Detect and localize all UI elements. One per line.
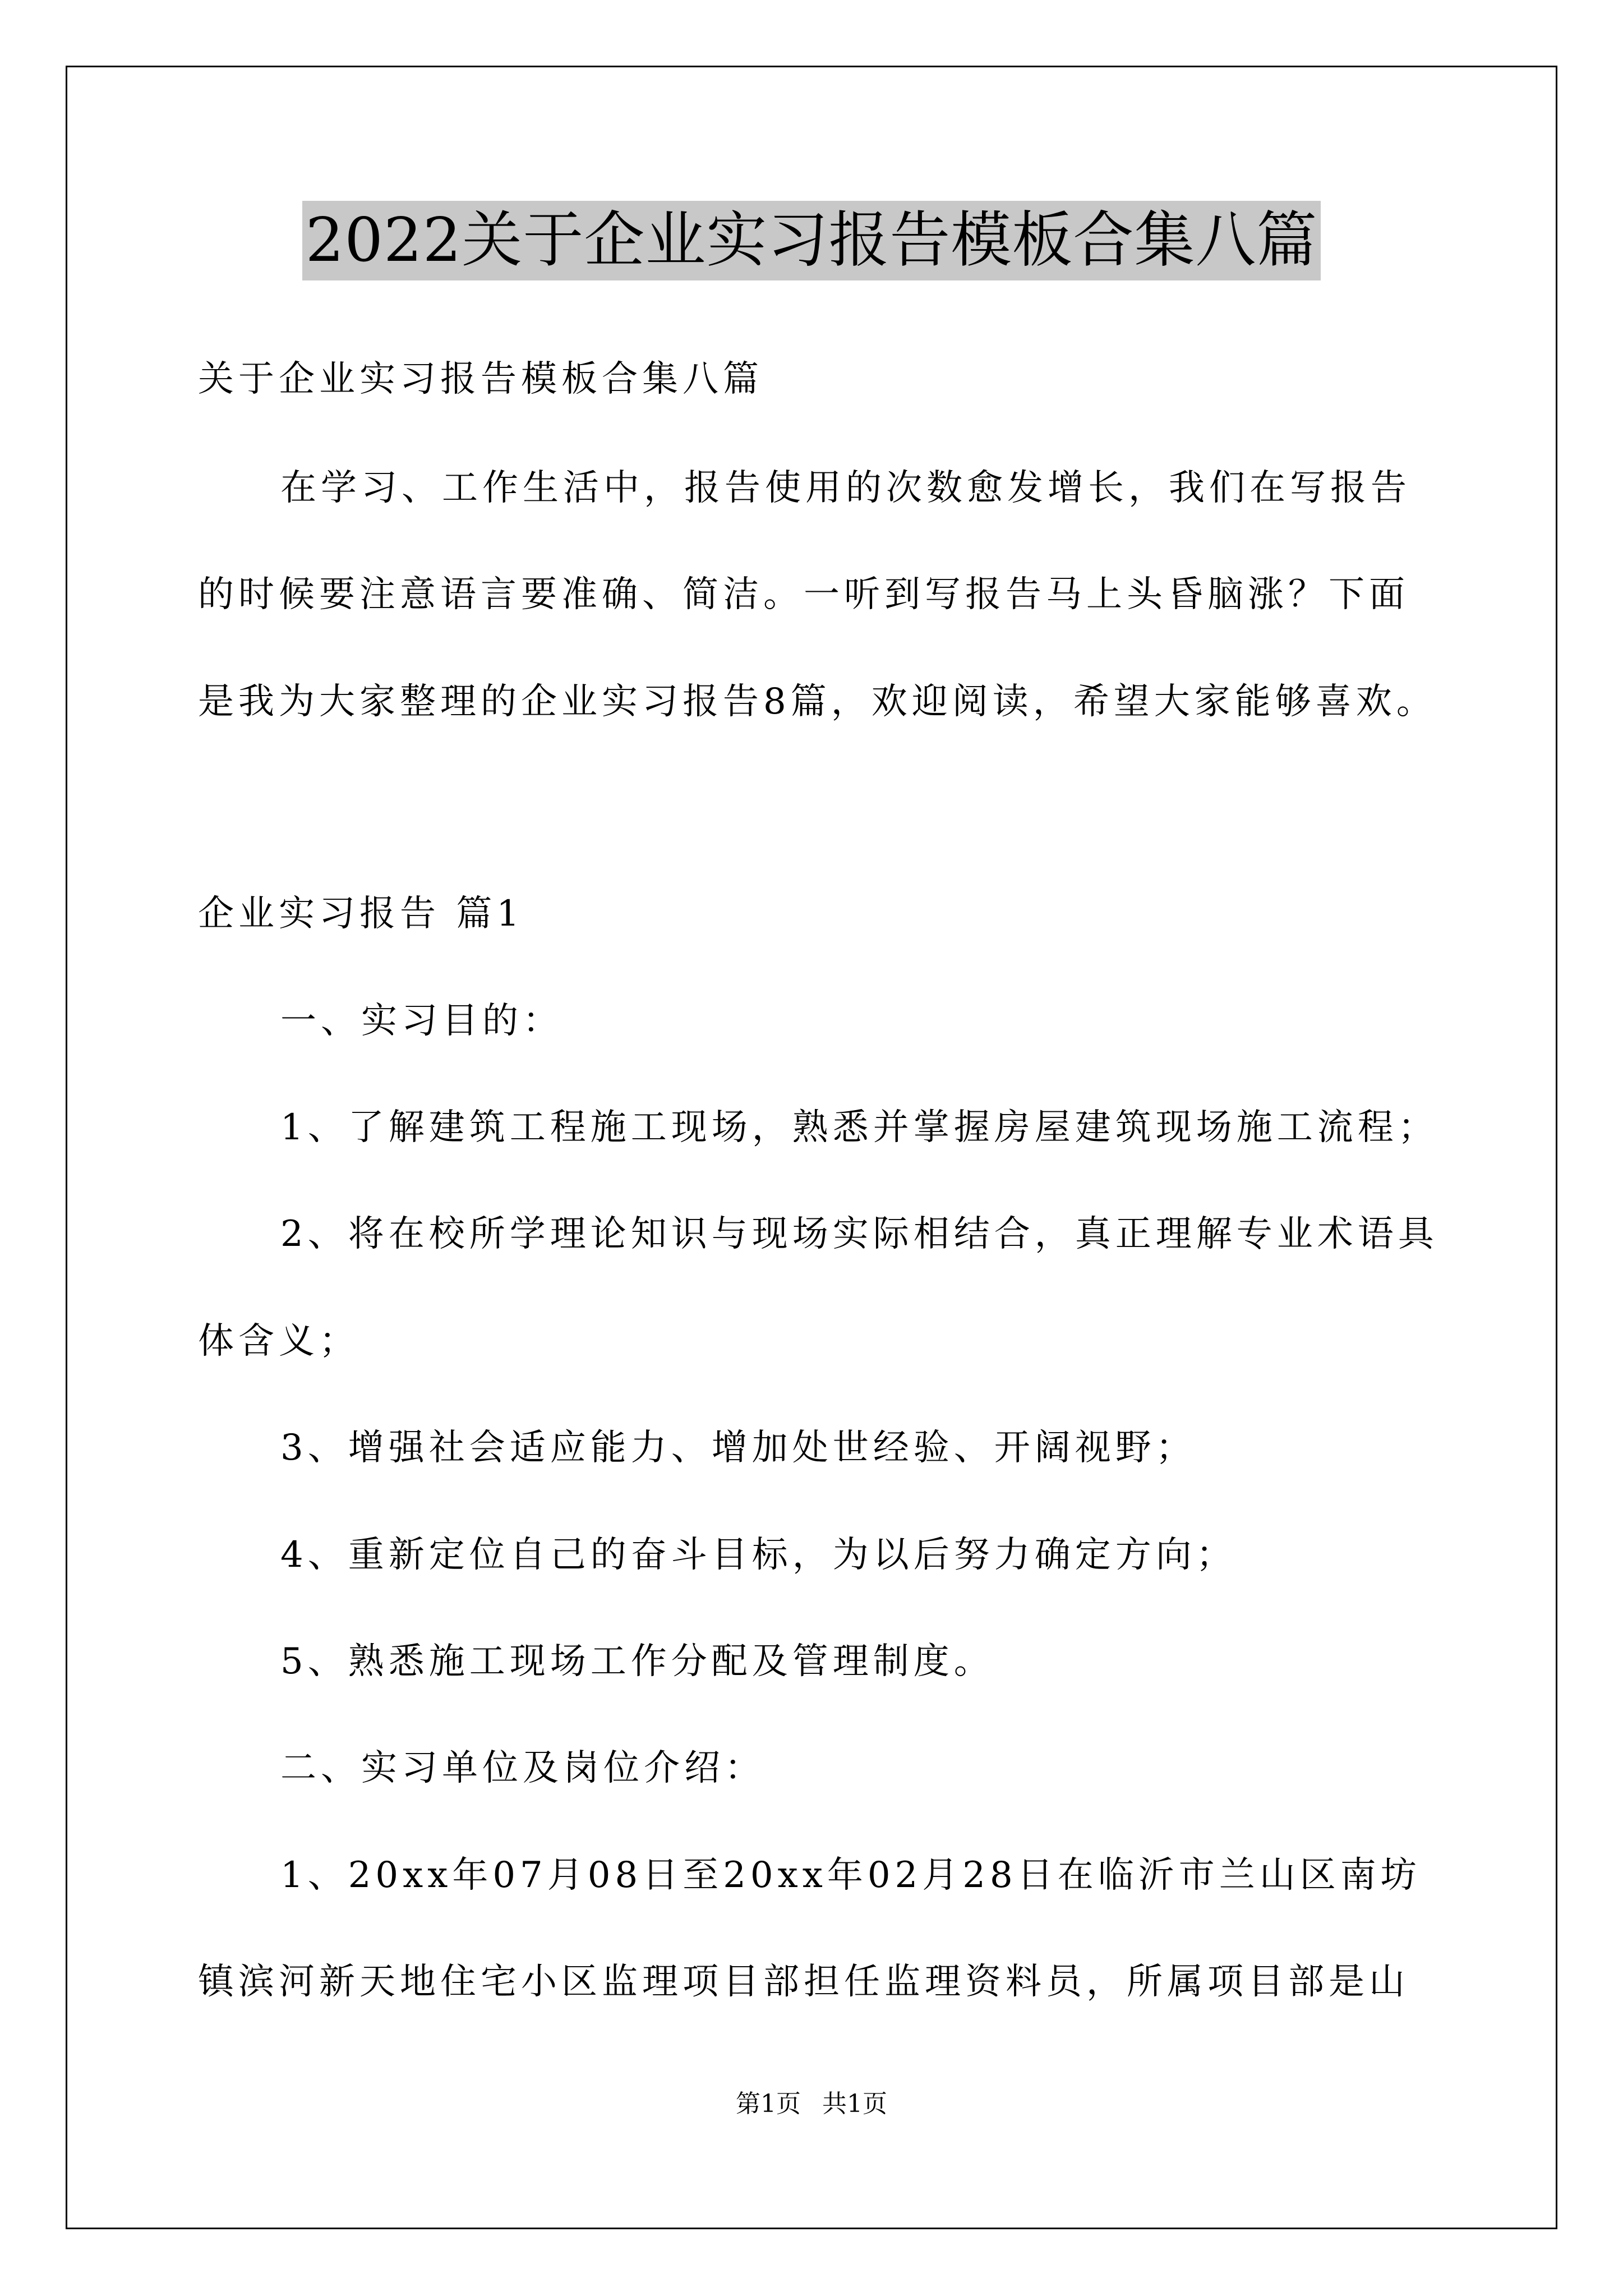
paragraph-line: 4、重新定位自己的奋斗目标，为以后努力确定方向； (280, 1534, 1237, 1576)
paragraph-line: 是我为大家整理的企业实习报告8篇，欢迎阅读，希望大家能够喜欢。 (198, 681, 1437, 723)
paragraph-line: 3、增强社会适应能力、增加处世经验、开阔视野； (280, 1427, 1196, 1469)
paragraph-line: 二、实习单位及岗位介绍： (280, 1747, 765, 1789)
title-container (0, 201, 1623, 280)
paragraph-line: 在学习、工作生活中，报告使用的次数愈发增长，我们在写报告 (280, 467, 1411, 509)
paragraph-line: 1、20xx年07月08日至20xx年02月28日在临沂市兰山区南坊 (280, 1855, 1421, 1896)
page-total: 共1页 (822, 2090, 887, 2118)
page-number: 第1页 (736, 2090, 801, 2118)
page-footer (0, 2088, 1623, 2120)
document-title: 2022关于企业实习报告模板合集八篇 (302, 201, 1321, 280)
paragraph-line: 的时候要注意语言要准确、简洁。一听到写报告马上头昏脑涨？下面 (198, 574, 1409, 615)
paragraph-line: 5、熟悉施工现场工作分配及管理制度。 (280, 1641, 994, 1682)
paragraph-line: 2、将在校所学理论知识与现场实际相结合，真正理解专业术语具 (280, 1213, 1438, 1255)
paragraph-line: 体含义； (198, 1320, 359, 1362)
paragraph-line: 镇滨河新天地住宅小区监理项目部担任监理资料员，所属项目部是山 (198, 1961, 1409, 2003)
paragraph-line: 一、实习目的： (280, 1000, 563, 1042)
subtitle-line: 关于企业实习报告模板合集八篇 (198, 358, 763, 400)
section-heading: 企业实习报告 篇1 (198, 893, 524, 935)
paragraph-line: 1、了解建筑工程施工现场，熟悉并掌握房屋建筑现场施工流程； (280, 1107, 1438, 1148)
